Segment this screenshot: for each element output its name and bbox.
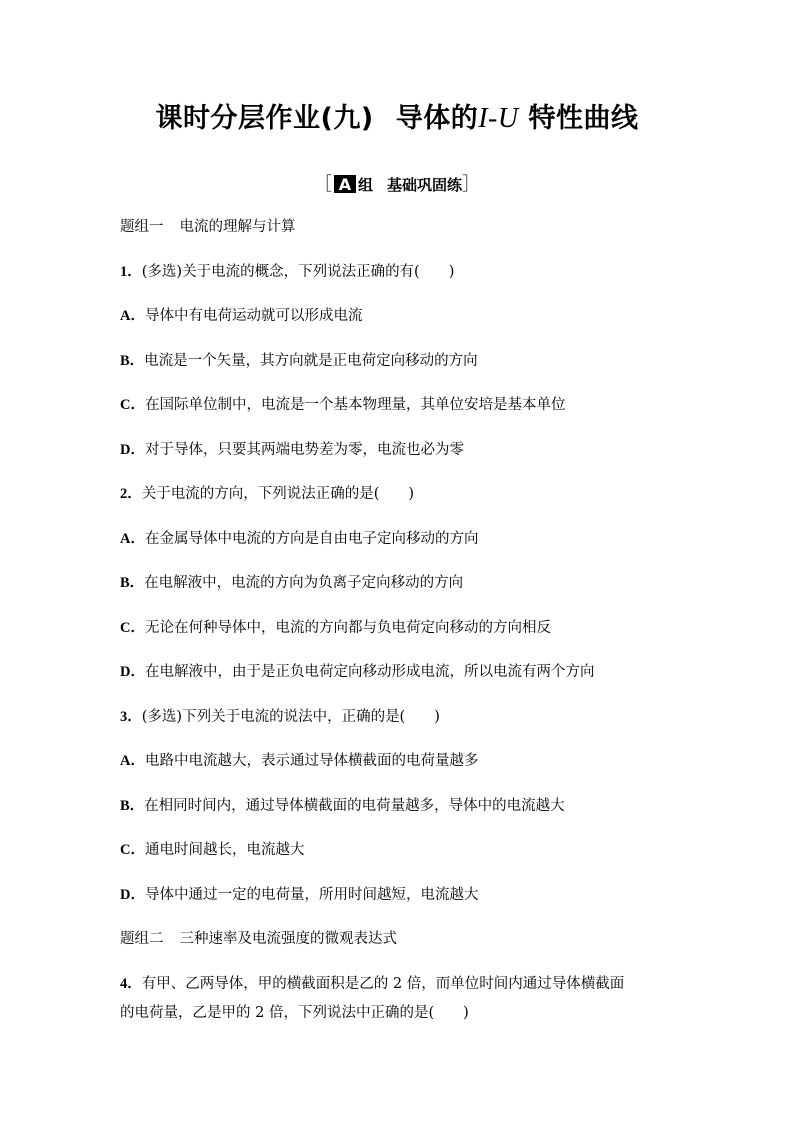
group-label2: 基础巩固练 bbox=[387, 176, 463, 194]
question-3-option-a bbox=[120, 751, 478, 771]
option-key: B． bbox=[120, 575, 145, 591]
question-2-option-a bbox=[120, 529, 478, 549]
option-key: D． bbox=[120, 887, 145, 903]
question-stem: 关于电流的方向，下列说法正确的是( ) bbox=[141, 486, 415, 502]
title-main: 导体的 bbox=[395, 103, 479, 134]
question-2-option-d bbox=[120, 662, 594, 682]
option-key: D． bbox=[120, 664, 145, 680]
group-label bbox=[0, 170, 794, 196]
question-4-stem-line1 bbox=[120, 974, 624, 994]
option-text: 在金属导体中电流的方向是自由电子定向移动的方向 bbox=[144, 531, 479, 547]
option-text: 电流是一个矢量，其方向就是正电荷定向移动的方向 bbox=[144, 353, 478, 369]
question-1-stem bbox=[120, 262, 454, 282]
section-heading-2 bbox=[120, 929, 397, 949]
question-2-option-b bbox=[120, 573, 463, 593]
option-text: 对于导体，只要其两端电势差为零，电流也必为零 bbox=[144, 442, 464, 458]
title-prefix: 课时分层作业(九) bbox=[155, 103, 374, 134]
group-letter: A bbox=[338, 175, 352, 193]
option-key: A． bbox=[120, 308, 145, 324]
question-1-option-b bbox=[120, 351, 478, 371]
section-text: 电流的理解与计算 bbox=[179, 219, 296, 235]
option-key: C． bbox=[120, 397, 145, 413]
question-number: 4． bbox=[120, 976, 142, 992]
option-key: D． bbox=[120, 442, 145, 458]
section-prefix: 题组二 bbox=[120, 931, 164, 947]
option-text: 在电解液中，电流的方向为负离子定向移动的方向 bbox=[144, 575, 464, 591]
question-4-stem-line2 bbox=[120, 1003, 469, 1023]
question-stem: (多选)关于电流的概念，下列说法正确的有( ) bbox=[141, 264, 455, 280]
question-3-option-d bbox=[120, 885, 478, 905]
question-3-option-b bbox=[120, 796, 565, 816]
option-text: 在电解液中，由于是正负电荷定向移动形成电流，所以电流有两个方向 bbox=[144, 664, 595, 680]
option-key: C． bbox=[120, 842, 145, 858]
option-key: C． bbox=[120, 620, 145, 636]
group-open-bracket: ［ bbox=[313, 174, 332, 195]
option-key: A． bbox=[120, 531, 145, 547]
question-number: 3． bbox=[120, 709, 142, 725]
question-number: 2． bbox=[120, 486, 142, 502]
question-1-option-c bbox=[120, 395, 565, 415]
option-text: 通电时间越长，电流越大 bbox=[144, 842, 305, 858]
option-text: 导体中通过一定的电荷量，所用时间越短，电流越大 bbox=[144, 887, 479, 903]
option-key: B． bbox=[120, 798, 145, 814]
question-stem: (多选)下列关于电流的说法中，正确的是( ) bbox=[141, 709, 440, 725]
group-letter-icon bbox=[334, 175, 356, 193]
question-3-option-c bbox=[120, 840, 304, 860]
group-label1: 组 bbox=[357, 176, 373, 194]
question-3-stem bbox=[120, 707, 440, 727]
question-number: 1． bbox=[120, 264, 142, 280]
title-iu: I-U bbox=[478, 103, 519, 134]
section-prefix: 题组一 bbox=[120, 219, 164, 235]
option-text: 电路中电流越大，表示通过导体横截面的电荷量越多 bbox=[144, 753, 479, 769]
question-1-option-a bbox=[120, 306, 362, 326]
option-text: 在相同时间内，通过导体横截面的电荷量越多，导体中的电流越大 bbox=[144, 798, 565, 814]
title-suffix: 特性曲线 bbox=[528, 103, 639, 134]
option-text: 无论在何种导体中，电流的方向都与负电荷定向移动的方向相反 bbox=[144, 620, 551, 636]
section-heading-1 bbox=[120, 217, 296, 237]
option-text: 导体中有电荷运动就可以形成电流 bbox=[144, 308, 363, 324]
question-stem: 的电荷量，乙是甲的 2 倍，下列说法中正确的是( ) bbox=[120, 1005, 469, 1021]
question-2-stem bbox=[120, 484, 414, 504]
group-close-bracket: ］ bbox=[462, 174, 481, 195]
option-key: B． bbox=[120, 353, 145, 369]
option-key: A． bbox=[120, 753, 145, 769]
option-text: 在国际单位制中，电流是一个基本物理量，其单位安培是基本单位 bbox=[144, 397, 566, 413]
question-stem: 有甲、乙两导体，甲的横截面积是乙的 2 倍，而单位时间内通过导体横截面 bbox=[141, 976, 625, 992]
question-2-option-c bbox=[120, 618, 551, 638]
question-1-option-d bbox=[120, 440, 464, 460]
section-text: 三种速率及电流强度的微观表达式 bbox=[179, 931, 397, 947]
page-title bbox=[0, 96, 794, 135]
